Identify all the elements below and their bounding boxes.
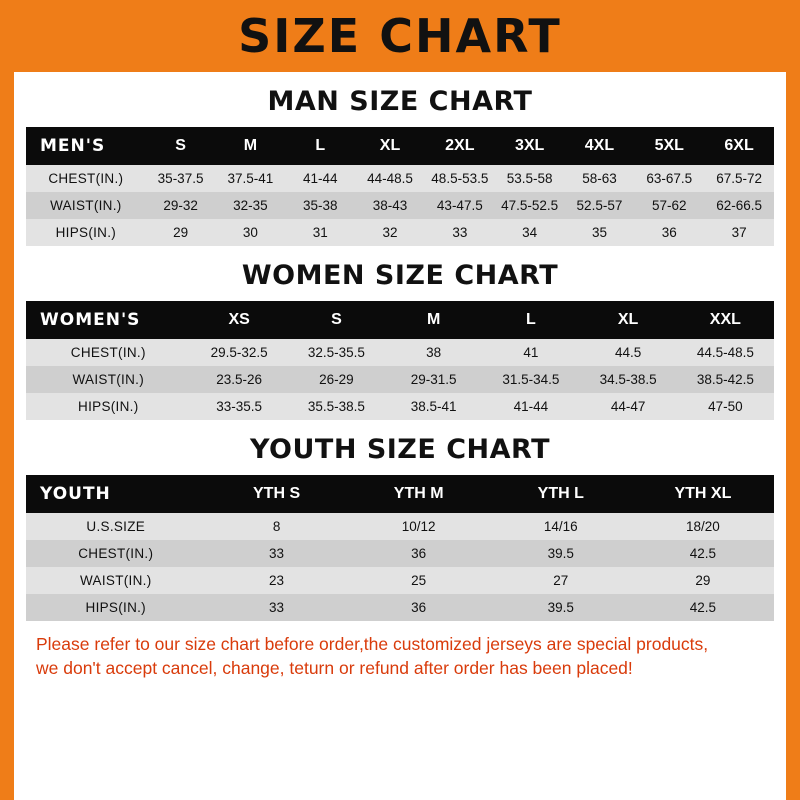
women-header-xl: XL	[579, 301, 676, 339]
cell: 18/20	[632, 513, 774, 540]
table-row	[26, 393, 774, 420]
cell: 23.5-26	[191, 366, 288, 393]
cell: 39.5	[490, 540, 632, 567]
cell: 57-62	[634, 192, 704, 219]
women-header-s: S	[288, 301, 385, 339]
men-header-s: S	[146, 127, 216, 165]
row-label: HIPS(IN.)	[26, 219, 146, 246]
cell: 34.5-38.5	[579, 366, 676, 393]
youth-header-m: YTH M	[348, 475, 490, 513]
men-header-label: MEN'S	[26, 127, 146, 165]
row-label: WAIST(IN.)	[26, 192, 146, 219]
cell: 29.5-32.5	[191, 339, 288, 366]
youth-table-body	[26, 513, 774, 621]
cell: 29-32	[146, 192, 216, 219]
cell: 58-63	[565, 165, 635, 192]
cell: 29-31.5	[385, 366, 482, 393]
row-label: U.S.SIZE	[26, 513, 206, 540]
women-header-l: L	[482, 301, 579, 339]
page-title: SIZE CHART	[238, 9, 562, 63]
youth-header-xl: YTH XL	[632, 475, 774, 513]
cell: 33	[425, 219, 495, 246]
cell: 41-44	[285, 165, 355, 192]
row-label: WAIST(IN.)	[26, 567, 206, 594]
cell: 36	[348, 594, 490, 621]
table-header-row	[26, 301, 774, 339]
cell: 44.5-48.5	[677, 339, 774, 366]
men-header-xl: XL	[355, 127, 425, 165]
cell: 63-67.5	[634, 165, 704, 192]
men-header-4xl: 4XL	[565, 127, 635, 165]
cell: 48.5-53.5	[425, 165, 495, 192]
cell: 35-38	[285, 192, 355, 219]
cell: 30	[215, 219, 285, 246]
cell: 47.5-52.5	[495, 192, 565, 219]
men-size-table	[26, 127, 774, 246]
cell: 26-29	[288, 366, 385, 393]
men-header-6xl: 6XL	[704, 127, 774, 165]
cell: 35	[565, 219, 635, 246]
cell: 62-66.5	[704, 192, 774, 219]
table-row	[26, 513, 774, 540]
cell: 38.5-42.5	[677, 366, 774, 393]
cell: 31	[285, 219, 355, 246]
table-header-row	[26, 475, 774, 513]
row-label: CHEST(IN.)	[26, 339, 191, 366]
men-header-m: M	[215, 127, 285, 165]
women-header-xxl: XXL	[677, 301, 774, 339]
cell: 10/12	[348, 513, 490, 540]
table-row	[26, 339, 774, 366]
cell: 33	[206, 540, 348, 567]
women-header-m: M	[385, 301, 482, 339]
table-row	[26, 219, 774, 246]
youth-table-head	[26, 475, 774, 513]
cell: 25	[348, 567, 490, 594]
cell: 29	[146, 219, 216, 246]
cell: 33-35.5	[191, 393, 288, 420]
row-label: HIPS(IN.)	[26, 594, 206, 621]
cell: 67.5-72	[704, 165, 774, 192]
table-row	[26, 540, 774, 567]
row-label: HIPS(IN.)	[26, 393, 191, 420]
men-table-body	[26, 165, 774, 246]
cell: 31.5-34.5	[482, 366, 579, 393]
cell: 29	[632, 567, 774, 594]
women-header-xs: XS	[191, 301, 288, 339]
cell: 42.5	[632, 594, 774, 621]
cell: 38.5-41	[385, 393, 482, 420]
table-header-row	[26, 127, 774, 165]
cell: 34	[495, 219, 565, 246]
youth-header-l: YTH L	[490, 475, 632, 513]
cell: 41	[482, 339, 579, 366]
disclaimer-note	[26, 621, 774, 680]
cell: 47-50	[677, 393, 774, 420]
cell: 44-48.5	[355, 165, 425, 192]
men-header-5xl: 5XL	[634, 127, 704, 165]
youth-header-s: YTH S	[206, 475, 348, 513]
row-label: CHEST(IN.)	[26, 165, 146, 192]
row-label: WAIST(IN.)	[26, 366, 191, 393]
cell: 53.5-58	[495, 165, 565, 192]
table-row	[26, 192, 774, 219]
cell: 8	[206, 513, 348, 540]
women-size-table	[26, 301, 774, 420]
cell: 27	[490, 567, 632, 594]
cell: 35-37.5	[146, 165, 216, 192]
row-label: CHEST(IN.)	[26, 540, 206, 567]
disclaimer-line-2: we don't accept cancel, change, teturn or refund after order has been placed!	[36, 657, 633, 678]
content	[14, 86, 786, 680]
cell: 42.5	[632, 540, 774, 567]
table-row	[26, 594, 774, 621]
men-table-head	[26, 127, 774, 165]
disclaimer-line-1: Please refer to our size chart before order,the customized jerseys are special products,	[36, 634, 709, 654]
cell: 44.5	[579, 339, 676, 366]
cell: 52.5-57	[565, 192, 635, 219]
cell: 38	[385, 339, 482, 366]
youth-header-label: YOUTH	[26, 475, 206, 513]
women-section-title: WOMEN SIZE CHART	[241, 260, 559, 291]
cell: 36	[348, 540, 490, 567]
youth-section-title: YOUTH SIZE CHART	[249, 434, 551, 465]
cell: 38-43	[355, 192, 425, 219]
table-row	[26, 366, 774, 393]
men-header-2xl: 2XL	[425, 127, 495, 165]
cell: 41-44	[482, 393, 579, 420]
youth-size-table	[26, 475, 774, 621]
cell: 36	[634, 219, 704, 246]
cell: 37.5-41	[215, 165, 285, 192]
cell: 43-47.5	[425, 192, 495, 219]
men-header-3xl: 3XL	[495, 127, 565, 165]
table-row	[26, 567, 774, 594]
cell: 32-35	[215, 192, 285, 219]
cell: 23	[206, 567, 348, 594]
cell: 33	[206, 594, 348, 621]
men-section-title: MAN SIZE CHART	[267, 86, 533, 117]
men-header-l: L	[285, 127, 355, 165]
women-header-label: WOMEN'S	[26, 301, 191, 339]
banner	[0, 0, 800, 72]
women-table-body	[26, 339, 774, 420]
cell: 44-47	[579, 393, 676, 420]
table-row	[26, 165, 774, 192]
cell: 35.5-38.5	[288, 393, 385, 420]
cell: 39.5	[490, 594, 632, 621]
cell: 37	[704, 219, 774, 246]
cell: 32	[355, 219, 425, 246]
cell: 14/16	[490, 513, 632, 540]
cell: 32.5-35.5	[288, 339, 385, 366]
women-table-head	[26, 301, 774, 339]
